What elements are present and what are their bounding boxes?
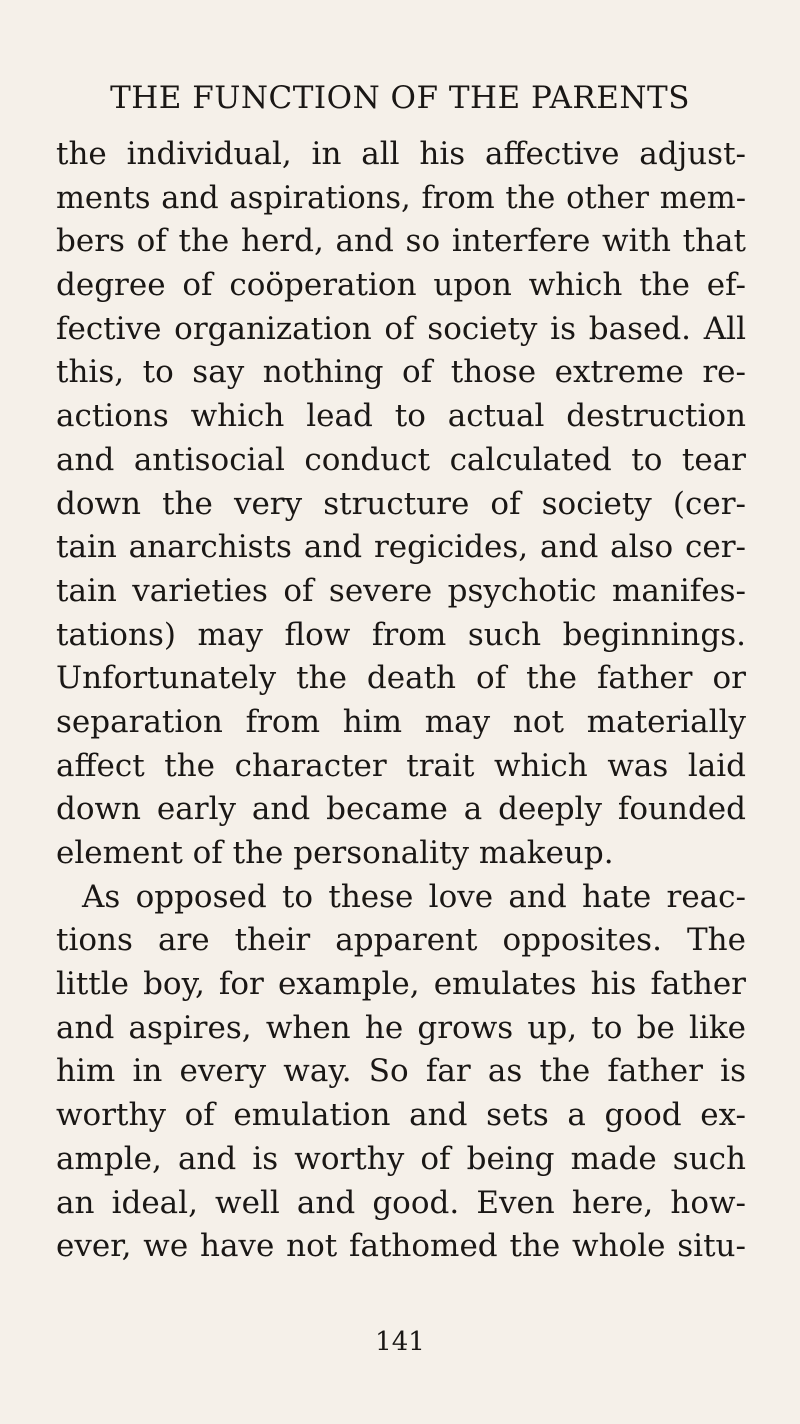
running-head: THE FUNCTION OF THE PARENTS (110, 80, 690, 116)
text-line: an ideal, well and good. Even here, how- (56, 1184, 746, 1221)
text-line: him in every way. So far as the father is (56, 1053, 746, 1090)
text-line: Unfortunately the death of the father or (56, 660, 746, 697)
text-line: the individual, in all his affective adjust- (56, 136, 746, 172)
text-line: little boy, for example, emulates his father (56, 966, 746, 1003)
text-line: ample, and is worthy of being made such (56, 1140, 746, 1177)
text-line: and aspires, when he grows up, to be like (56, 1009, 746, 1046)
text-line: bers of the herd, and so interfere with that (56, 223, 746, 260)
paragraph-start-line: As opposed to these love and hate reac- (82, 878, 746, 915)
text-line: ments and aspirations, from the other mem- (56, 180, 746, 216)
text-line: affect the character trait which was laid (56, 747, 746, 784)
text-line: fective organization of society is based. All (56, 310, 746, 347)
paragraph-end-line: element of the personality makeup. (56, 835, 614, 871)
text-line: tions are their apparent opposites. The (56, 922, 746, 959)
body-text (56, 133, 746, 1269)
text-line: actions which lead to actual destruction (56, 398, 746, 435)
text-line: degree of coöperation upon which the ef- (56, 267, 746, 304)
text-line: down the very structure of society (cer- (56, 485, 746, 522)
text-line: tain varieties of severe psychotic manifes- (56, 572, 746, 609)
text-line: tations) may flow from such beginnings. (56, 616, 746, 653)
text-line: worthy of emulation and sets a good ex- (56, 1097, 746, 1134)
text-line: tain anarchists and regicides, and also cer- (56, 529, 746, 566)
text-line: this, to say nothing of those extreme re- (56, 354, 746, 391)
text-line: ever, we have not fathomed the whole situ- (56, 1228, 746, 1265)
text-line: separation from him may not materially (56, 703, 746, 740)
text-line: and antisocial conduct calculated to tear (56, 441, 746, 478)
page-number: 141 (375, 1327, 425, 1357)
text-line: down early and became a deeply founded (56, 791, 746, 828)
